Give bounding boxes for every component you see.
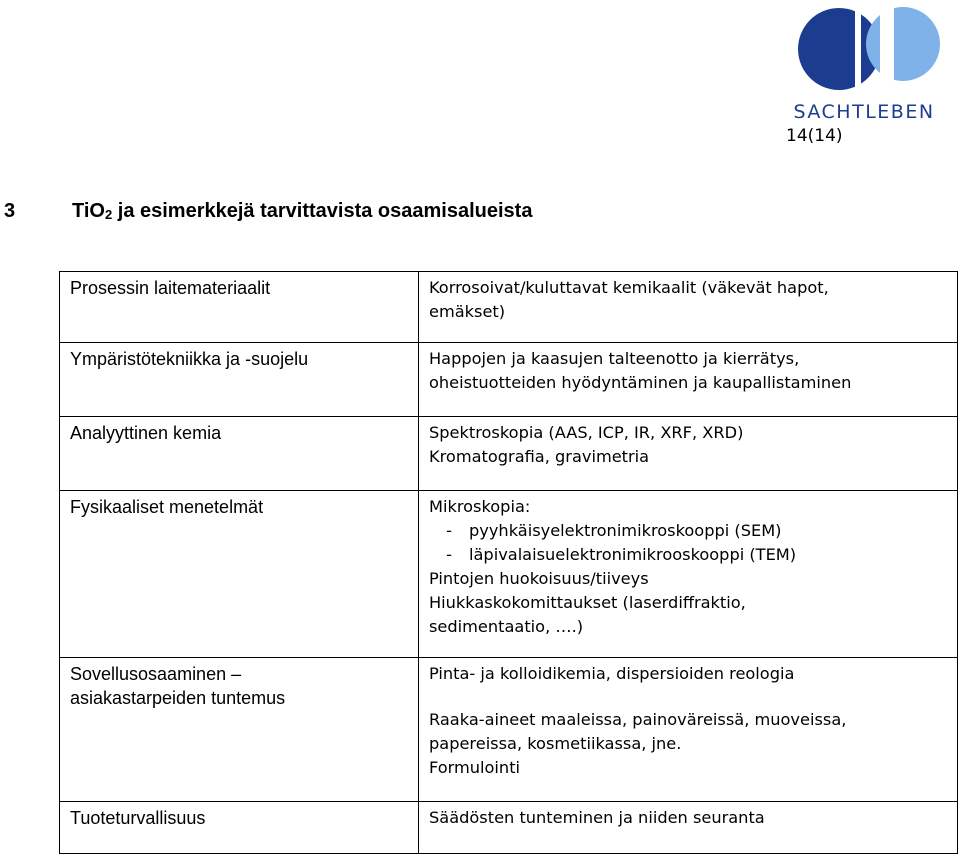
description-line: sedimentaatio, ….) bbox=[429, 617, 584, 636]
bullet-item: - läpivalaisuelektronimikrooskooppi (TEM) bbox=[446, 545, 797, 564]
bullet-item: - pyyhkäisyelektronimikroskooppi (SEM) bbox=[446, 521, 782, 540]
description-cell bbox=[419, 802, 958, 854]
table-row bbox=[60, 343, 958, 417]
area-cell: Prosessin laitemateriaalit bbox=[60, 272, 419, 343]
description-line: oheistuotteiden hyödyntäminen ja kaupallistaminen bbox=[429, 373, 852, 392]
area-cell: Sovellusosaaminen – asiakastarpeiden tuntemus bbox=[60, 658, 419, 802]
table-row bbox=[60, 272, 958, 343]
description-line: Mikroskopia: bbox=[429, 497, 531, 516]
description-line: Hiukkaskokomittaukset (laserdiffraktio, bbox=[429, 593, 746, 612]
description-line: Happojen ja kaasujen talteenotto ja kierrätys, bbox=[429, 349, 800, 368]
section-number: 3 bbox=[4, 200, 16, 222]
description-cell bbox=[419, 417, 958, 491]
description-line: Kromatografia, gravimetria bbox=[429, 447, 650, 466]
description-cell bbox=[419, 343, 958, 417]
description-line: Spektroskopia (AAS, ICP, IR, XRF, XRD) bbox=[429, 423, 744, 442]
area-cell: Fysikaaliset menetelmät bbox=[60, 491, 419, 658]
description-cell bbox=[419, 658, 958, 802]
section-heading bbox=[0, 200, 960, 230]
skills-table bbox=[59, 271, 958, 854]
description-line: papereissa, kosmetiikassa, jne. bbox=[429, 734, 682, 753]
description-line: Pinta- ja kolloidikemia, dispersioiden reologia bbox=[429, 664, 795, 683]
table-row bbox=[60, 658, 958, 802]
description-line: Raaka-aineet maaleissa, painoväreissä, muoveissa, bbox=[429, 710, 847, 729]
description-cell bbox=[419, 491, 958, 658]
description-line: emäkset) bbox=[429, 302, 506, 321]
description-cell bbox=[419, 272, 958, 343]
table-row bbox=[60, 417, 958, 491]
description-line: Pintojen huokoisuus/tiiveys bbox=[429, 569, 649, 588]
area-cell: Ympäristötekniikka ja -suojelu bbox=[60, 343, 419, 417]
description-line: Formulointi bbox=[429, 758, 521, 777]
table-row bbox=[60, 802, 958, 854]
table-row bbox=[60, 491, 958, 658]
section-title: TiO$_2$ ja esimerkkejä tarvittavista osaamisalueista bbox=[72, 200, 533, 222]
brand-name: SACHTLEBEN bbox=[793, 101, 935, 123]
area-cell: Analyyttinen kemia bbox=[60, 417, 419, 491]
area-cell: Tuoteturvallisuus bbox=[60, 802, 419, 854]
description-line: Säädösten tunteminen ja niiden seuranta bbox=[429, 808, 765, 827]
description-line: Korrosoivat/kuluttavat kemikaalit (väkevät hapot, bbox=[429, 278, 829, 297]
page-number: 14(14) bbox=[786, 126, 843, 146]
